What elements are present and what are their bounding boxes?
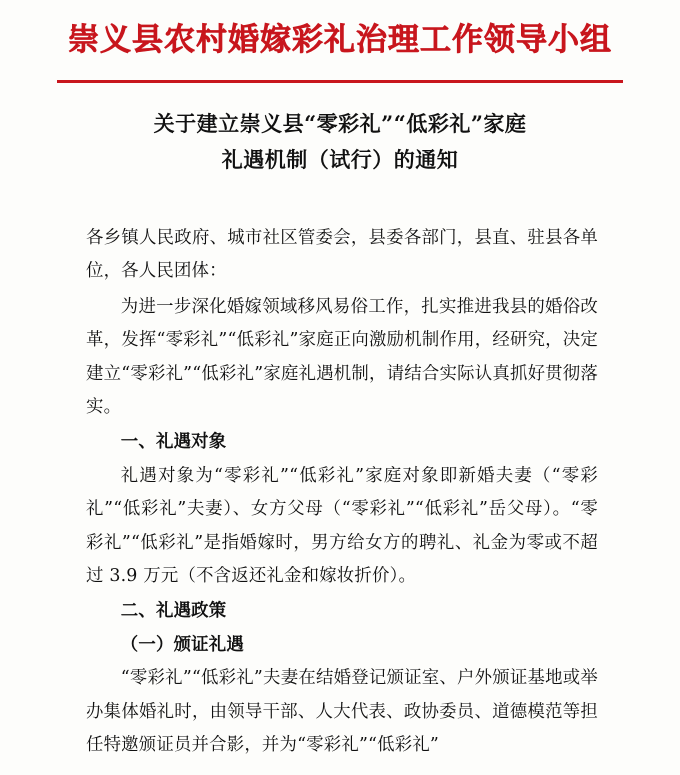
masthead [0,22,680,59]
document-title [86,106,594,178]
section-1-paragraph-1: 礼遇对象为“零彩礼”“低彩礼”家庭对象即新婚夫妻（“零彩礼”“低彩礼”夫妻）、女方父母（“零彩礼”“低彩礼”岳父母）。“零彩礼”“低彩礼”是指婚嫁时，男方给女方的聘礼、礼金为零或不超过 3.9 万元（不含返还礼金和嫁妆折价）。 [86,465,598,587]
document-body [86,222,598,765]
masthead-divider [57,80,623,83]
document-title-line-2: 礼遇机制（试行）的通知 [221,147,459,173]
document-title-line-1: 关于建立崇义县“零彩礼”“低彩礼”家庭 [153,111,527,136]
section-2-subheading-1: （一）颁证礼遇 [120,634,244,655]
section-heading-2: 二、礼遇政策 [120,601,227,622]
section-2-paragraph-1: “零彩礼”“低彩礼”夫妻在结婚登记颁证室、户外颁证基地或举办集体婚礼时，由领导干部、人大代表、政协委员、道德模范等担任特邀颁证员并合影，并为“零彩礼”“低彩礼” [86,668,598,756]
preamble-paragraph: 为进一步深化婚嫁领域移风易俗工作，扎实推进我县的婚俗改革，发挥“零彩礼”“低彩礼”家庭正向激励机制作用，经研究，决定建立“零彩礼”“低彩礼”家庭礼遇机制，请结合实际认真抓好贯彻落实。 [86,296,598,418]
masthead-title: 崇义县农村婚嫁彩礼治理工作领导小组 [68,22,612,58]
section-heading-1: 一、礼遇对象 [120,432,227,453]
recipients-paragraph: 各乡镇人民政府、城市社区管委会，县委各部门，县直、驻县各单位，各人民团体： [86,228,598,282]
